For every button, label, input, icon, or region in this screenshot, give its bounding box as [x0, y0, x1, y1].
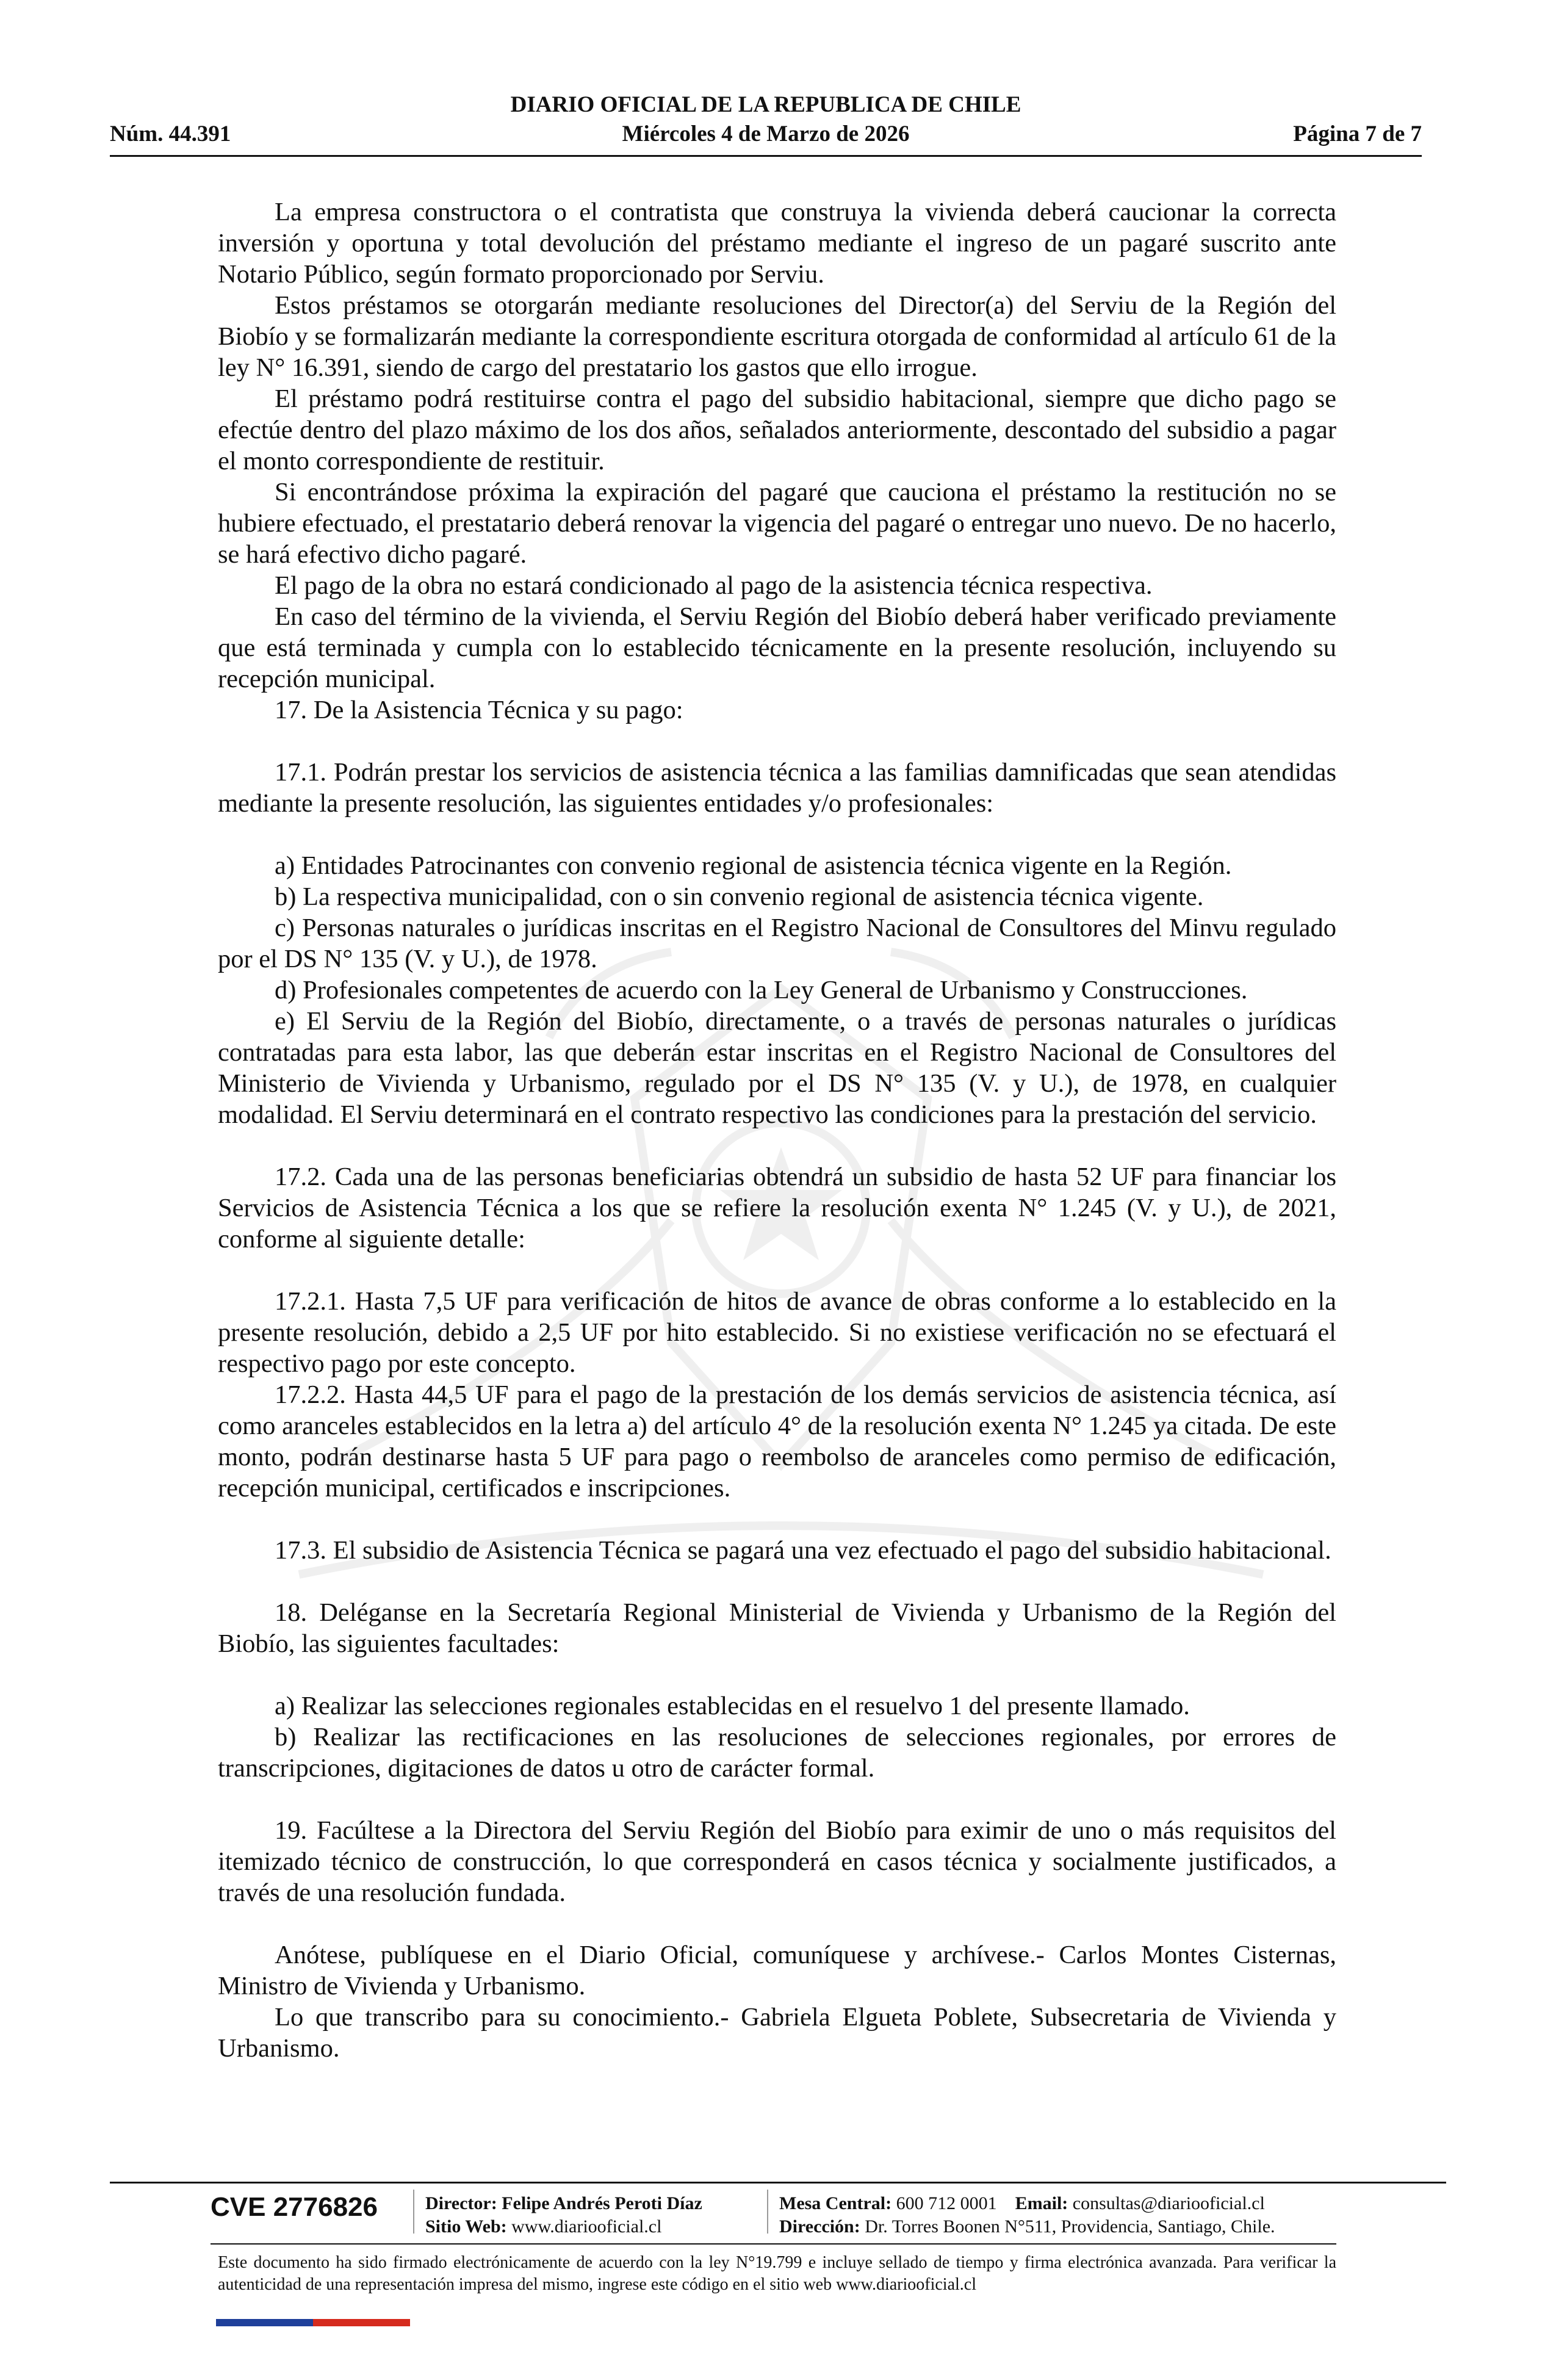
paragraph: La empresa constructora o el contratista que construya la vivienda deberá caucionar la correcta inversión y oportuna y total devolución del préstamo mediante el ingreso de un pagaré suscrito ante Notario Público, según formato proporcionado por Serviu. — [218, 198, 1336, 289]
page-header — [110, 92, 1422, 159]
page-number: Página 7 de 7 — [1293, 121, 1422, 146]
paragraph: 17.1. Podrán prestar los servicios de asistencia técnica a las familias damnificadas que sean atendidas mediante la presente resolución, las siguientes entidades y/o profesionales: — [218, 758, 1336, 818]
list-item: c) Personas naturales o jurídicas inscritas en el Registro Nacional de Consultores del Minvu regulado por el DS N° 135 (V. y U.), de 1978. — [218, 914, 1336, 973]
list-item: b) La respectiva municipalidad, con o sin convenio regional de asistencia técnica vigente. — [275, 882, 1204, 911]
section-heading: 17. De la Asistencia Técnica y su pago: — [275, 696, 683, 724]
paragraph: El pago de la obra no estará condicionado al pago de la asistencia técnica respectiva. — [275, 571, 1153, 600]
list-item: a) Realizar las selecciones regionales establecidas en el resuelvo 1 del presente llamado. — [275, 1692, 1190, 1720]
paragraph: Si encontrándose próxima la expiración del pagaré que cauciona el préstamo la restitución no se hubiere efectuado, el prestatario deberá renovar la vigencia del pagaré o entregar uno nuevo. De no hacerlo, se hará efectivo dicho pagaré. — [218, 478, 1336, 569]
flag-blue-segment — [216, 2319, 313, 2326]
chile-flag-stripe — [216, 2319, 410, 2326]
header-divider — [110, 155, 1422, 157]
document-body — [218, 197, 1336, 2064]
flag-red-segment — [313, 2319, 410, 2326]
cve-code: CVE 2776826 — [211, 2192, 378, 2222]
footer-separator — [413, 2190, 414, 2234]
paragraph: Estos préstamos se otorgarán mediante resoluciones del Director(a) del Serviu de la Región del Biobío y se formalizarán mediante la correspondiente escritura otorgada de conformidad al artículo 61 de la ley N° 16.391, siendo de cargo del prestatario los gastos que ello irrogue. — [218, 291, 1336, 382]
paragraph: El préstamo podrá restituirse contra el pago del subsidio habitacional, siempre que dicho pago se efectúe dentro del plazo máximo de los dos años, señalados anteriormente, descontado del subsidio a pagar el monto correspondiente de restituir. — [218, 384, 1336, 475]
paragraph: En caso del término de la vivienda, el Serviu Región del Biobío deberá haber verificado previamente que está terminada y cumpla con lo establecido técnicamente en la presente resolución, incluyendo su recepción municipal. — [218, 602, 1336, 693]
list-item: a) Entidades Patrocinantes con convenio regional de asistencia técnica vigente en la Región. — [275, 851, 1232, 880]
director-name: Felipe Andrés Peroti Díaz — [502, 2193, 702, 2213]
director-label: Director: — [425, 2193, 497, 2213]
issue-number: Núm. 44.391 — [110, 121, 231, 146]
list-item: d) Profesionales competentes de acuerdo con la Ley General de Urbanismo y Construcciones. — [275, 976, 1248, 1004]
phone-value: 600 712 0001 — [896, 2193, 997, 2213]
issue-date: Miércoles 4 de Marzo de 2026 — [622, 121, 910, 146]
email-label: Email: — [1015, 2193, 1068, 2213]
signature-notice: Este documento ha sido firmado electrónicamente de acuerdo con la ley N°19.799 e incluye sellado de tiempo y firma electrónica avanzada. Para verificar la autenticidad de una representación impresa del mismo, ingrese este código en el sitio web www.diariooficial.cl — [218, 2253, 1336, 2294]
footer-director-block — [425, 2192, 702, 2238]
footer-contact-block — [779, 2192, 1275, 2238]
newspaper-title: DIARIO OFICIAL DE LA REPUBLICA DE CHILE — [510, 92, 1021, 117]
email-link[interactable]: consultas@diariooficial.cl — [1072, 2193, 1265, 2213]
signature-paragraph: Lo que transcribo para su conocimiento.- Gabriela Elgueta Poblete, Subsecretaria de Vivienda y Urbanismo. — [218, 2003, 1336, 2063]
list-item: b) Realizar las rectificaciones en las resoluciones de selecciones regionales, por errores de transcripciones, digitaciones de datos u otro de carácter formal. — [218, 1723, 1336, 1783]
paragraph: 17.3. El subsidio de Asistencia Técnica se pagará una vez efectuado el pago del subsidio habitacional. — [275, 1536, 1331, 1565]
paragraph: 17.2. Cada una de las personas beneficiarias obtendrá un subsidio de hasta 52 UF para financiar los Servicios de Asistencia Técnica a los que se refiere la resolución exenta N° 1.245 (V. y U.), de 2021, conforme al siguiente detalle: — [218, 1163, 1336, 1253]
site-link[interactable]: www.diariooficial.cl — [511, 2216, 662, 2237]
address-label: Dirección: — [779, 2216, 860, 2237]
paragraph: 17.2.1. Hasta 7,5 UF para verificación de hitos de avance de obras conforme a lo establecido en la presente resolución, debido a 2,5 UF por hito establecido. Si no existiese verificación no se efectuará el respectivo pago por este concepto. — [218, 1287, 1336, 1378]
list-item: e) El Serviu de la Región del Biobío, directamente, o a través de personas naturales o jurídicas contratadas para esta labor, las que deberán estar inscritas en el Registro Nacional de Consultores del Ministerio de Vivienda y Urbanismo, regulado por el DS N° 135 (V. y U.), de 1978, en cualquier modalidad. El Serviu determinará en el contrato respectivo las condiciones para la prestación del servicio. — [218, 1007, 1336, 1129]
phone-label: Mesa Central: — [779, 2193, 892, 2213]
paragraph: 19. Facúltese a la Directora del Serviu Región del Biobío para eximir de uno o más requisitos del itemizado técnico de construcción, lo que corresponderá en casos técnica y socialmente justificados, a través de una resolución fundada. — [218, 1816, 1336, 1907]
footer-separator — [767, 2190, 768, 2234]
paragraph: 17.2.2. Hasta 44,5 UF para el pago de la prestación de los demás servicios de asistencia técnica, así como aranceles establecidos en la letra a) del artículo 4° de la resolución exenta N° 1.245 ya citada. De este monto, podrán destinarse hasta 5 UF para pago o reembolso de aranceles como permiso de edificación, recepción municipal, certificados e inscripciones. — [218, 1380, 1336, 1502]
address-value: Dr. Torres Boonen N°511, Providencia, Santiago, Chile. — [865, 2216, 1275, 2237]
footer-divider — [211, 2243, 1336, 2245]
site-label: Sitio Web: — [425, 2216, 507, 2237]
paragraph: 18. Deléganse en la Secretaría Regional Ministerial de Vivienda y Urbanismo de la Región del Biobío, las siguientes facultades: — [218, 1598, 1336, 1658]
signature-paragraph: Anótese, publíquese en el Diario Oficial, comuníquese y archívese.- Carlos Montes Cisternas, Ministro de Vivienda y Urbanismo. — [218, 1941, 1336, 2000]
footer-divider — [110, 2182, 1446, 2183]
